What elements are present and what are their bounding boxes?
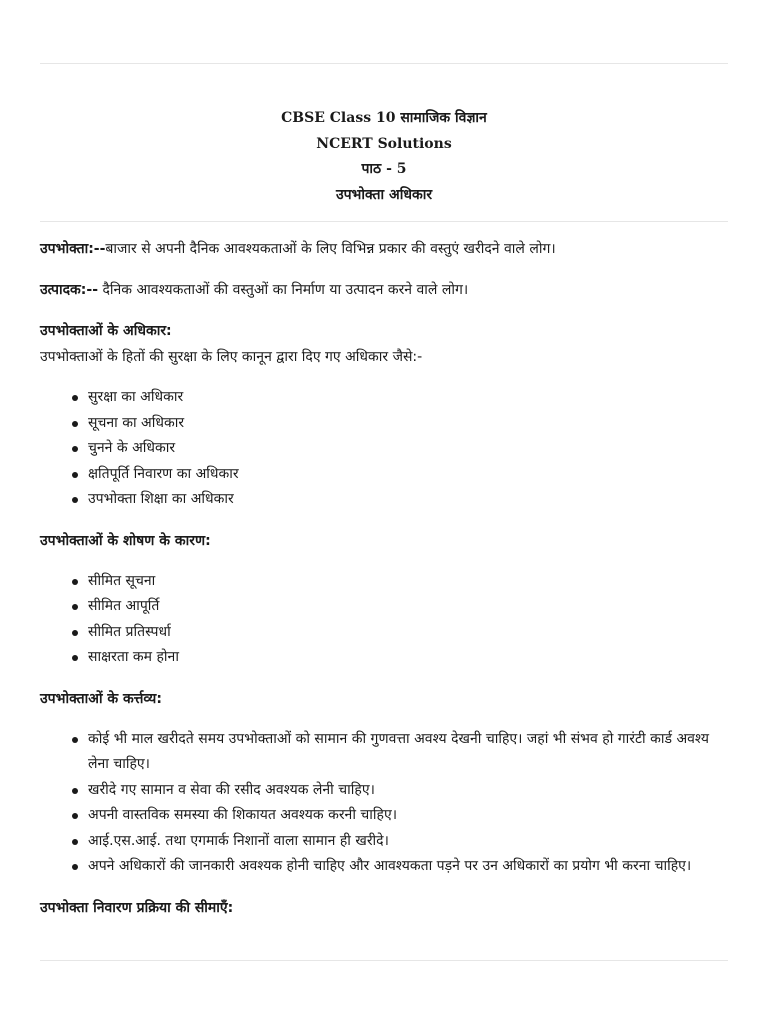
bullet-icon	[72, 737, 78, 743]
list-item	[40, 462, 720, 488]
list-item	[40, 645, 720, 671]
list-item-text: चुनने के अधिकार	[88, 440, 176, 456]
list-item-text: खरीदे गए सामान व सेवा की रसीद अवश्यक लेनी चाहिए।	[88, 781, 375, 798]
bullet-icon	[72, 446, 78, 452]
list-item-text: सीमित प्रतिस्पर्धा	[88, 623, 171, 640]
list-item-text: अपने अधिकारों की जानकारी अवश्यक होनी चाहिए और आवश्यकता पड़ने पर उन अधिकारों का प्रयोग भी करना चाहिए।	[88, 858, 692, 874]
list-item-text: आई.एस.आई. तथा एगमार्क निशानों वाला सामान ही खरीदे।	[88, 832, 389, 849]
list-item-text: सुरक्षा का अधिकार	[88, 389, 184, 405]
list-item	[40, 385, 720, 411]
bullet-icon	[72, 655, 78, 661]
top-divider	[40, 63, 728, 64]
rights-intro: उपभोक्ताओं के हितों की सुरक्षा के लिए कानून द्वारा दिए गए अधिकार जैसे:-	[40, 349, 423, 365]
bullet-icon	[72, 472, 78, 478]
bullet-icon	[72, 788, 78, 794]
bullet-icon	[72, 630, 78, 636]
list-item	[40, 569, 720, 595]
list-item-text: उपभोक्ता शिक्षा का अधिकार	[88, 491, 234, 507]
definition-producer	[40, 277, 720, 303]
bottom-divider	[40, 960, 728, 961]
document-header	[40, 106, 728, 208]
list-item-text: अपनी वास्तविक समस्या की शिकायत अवश्यक करनी चाहिए।	[88, 807, 398, 823]
header-divider	[40, 221, 728, 222]
list-item-text: क्षतिपूर्ति निवारण का अधिकार	[88, 465, 239, 482]
exploitation-heading: उपभोक्ताओं के शोषण के कारण:	[40, 532, 211, 549]
document-body	[40, 236, 720, 921]
definition-label: उत्पादक:--	[40, 282, 99, 298]
bullet-icon	[72, 497, 78, 503]
list-item-text: सूचना का अधिकार	[88, 414, 185, 431]
definition-label: उपभोक्ता:--	[40, 241, 106, 257]
list-item	[40, 727, 720, 778]
bullet-icon	[72, 813, 78, 819]
list-item	[40, 594, 720, 620]
duties-list	[40, 727, 720, 880]
header-subtitle: NCERT Solutions	[316, 135, 452, 152]
definition-text: बाजार से अपनी दैनिक आवश्यकताओं के लिए विभिन्न प्रकार की वस्तुएं खरीदने वाले लोग।	[105, 241, 556, 257]
list-item	[40, 411, 720, 437]
rights-heading: उपभोक्ताओं के अधिकार:	[40, 323, 172, 339]
list-item-text: सीमित आपूर्ति	[88, 598, 160, 614]
header-chapter: पाठ - 5	[361, 161, 407, 177]
limitations-heading: उपभोक्ता निवारण प्रक्रिया की सीमाएँ:	[40, 899, 234, 916]
bullet-icon	[72, 421, 78, 427]
header-title: CBSE Class 10 सामाजिक विज्ञान	[281, 110, 487, 126]
list-item-text: सीमित सूचना	[88, 572, 156, 589]
list-item	[40, 829, 720, 855]
list-item-text: साक्षरता कम होना	[88, 649, 179, 665]
exploitation-list	[40, 569, 720, 671]
list-item	[40, 620, 720, 646]
list-item	[40, 803, 720, 829]
bullet-icon	[72, 579, 78, 585]
list-item	[40, 436, 720, 462]
rights-list	[40, 385, 720, 513]
definition-text: दैनिक आवश्यकताओं की वस्तुओं का निर्माण या उत्पादन करने वाले लोग।	[98, 282, 469, 298]
list-item	[40, 854, 720, 880]
list-item-text: कोई भी माल खरीदते समय उपभोक्ताओं को सामान की गुणवत्ता अवश्य देखनी चाहिए। जहां भी संभव हो गारंटी कार्ड अवश्य लेना चाहिए।	[88, 730, 710, 772]
bullet-icon	[72, 839, 78, 845]
duties-heading: उपभोक्ताओं के कर्त्तव्य:	[40, 690, 162, 707]
list-item	[40, 487, 720, 513]
bullet-icon	[72, 864, 78, 870]
header-topic: उपभोक्ता अधिकार	[335, 186, 433, 203]
bullet-icon	[72, 395, 78, 401]
definition-consumer	[40, 236, 720, 262]
list-item	[40, 778, 720, 804]
bullet-icon	[72, 604, 78, 610]
